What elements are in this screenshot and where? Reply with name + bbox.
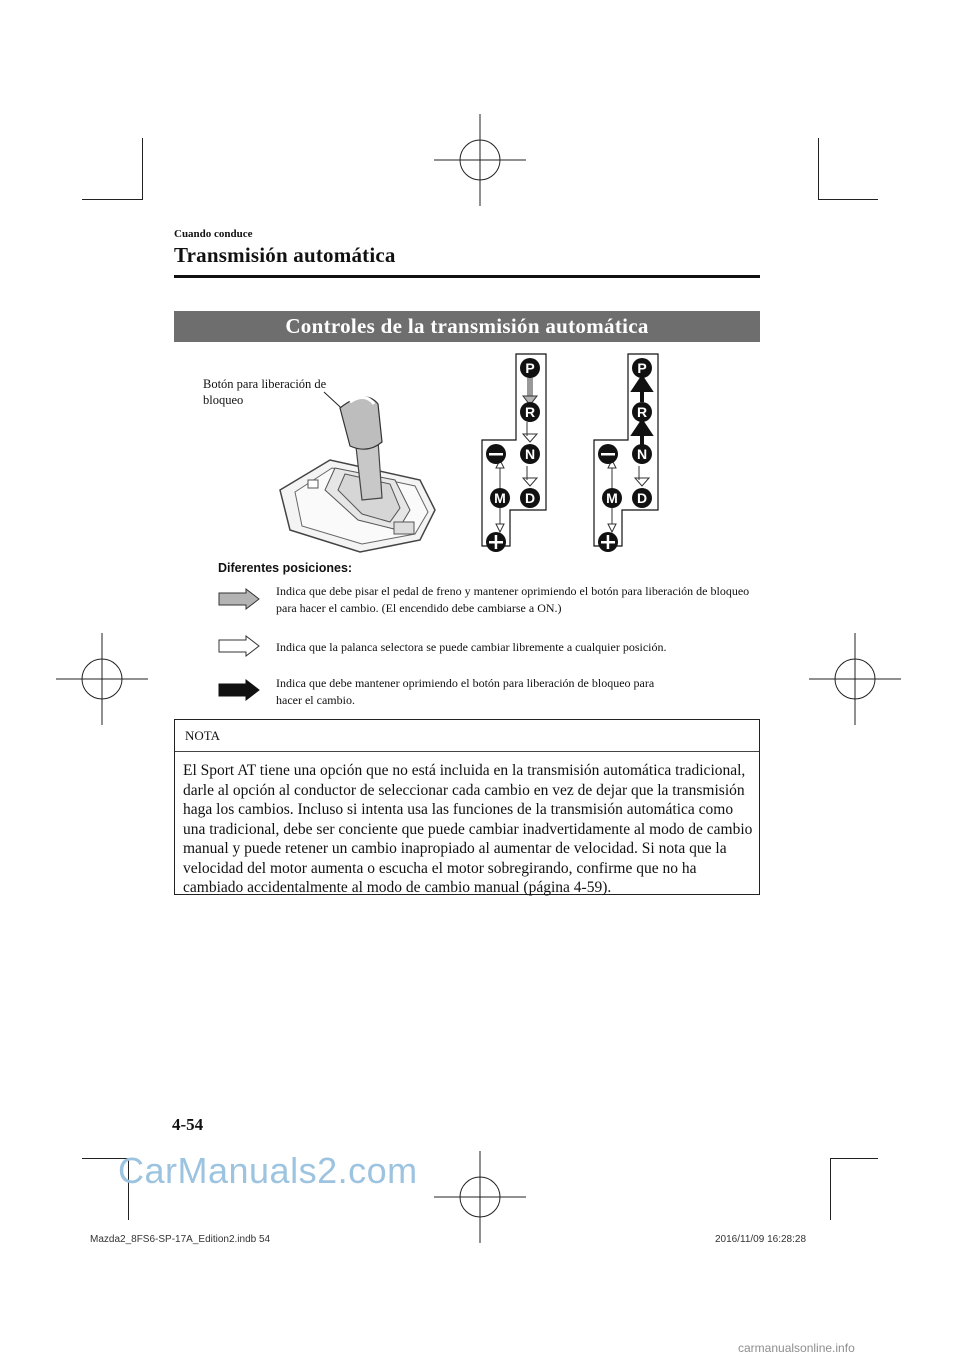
shift-lever-illustration xyxy=(270,380,445,555)
gray-arrow-icon xyxy=(218,588,260,610)
svg-text:D: D xyxy=(636,490,648,506)
shift-pattern-left xyxy=(482,354,546,552)
legend-title: Diferentes posiciones: xyxy=(218,561,353,575)
svg-text:P: P xyxy=(525,360,535,376)
legend-text-white: Indica que la palanca selectora se puede cambiar libremente a cualquier posición. xyxy=(276,640,667,654)
shift-pattern-diagrams xyxy=(478,350,663,558)
note-heading: NOTA xyxy=(185,728,221,743)
note-box xyxy=(174,719,760,895)
page-title: Transmisión automática xyxy=(174,243,396,267)
footer-date: 2016/11/09 16:28:28 xyxy=(715,1234,807,1245)
note-header xyxy=(175,720,759,752)
svg-text:D: D xyxy=(524,490,536,506)
svg-text:M: M xyxy=(606,490,618,506)
site-watermark: carmanualsonline.info xyxy=(738,1341,855,1355)
svg-text:R: R xyxy=(636,404,648,420)
svg-text:P: P xyxy=(637,360,647,376)
shift-pattern-right xyxy=(594,354,658,552)
lock-release-callout: Botón para liberación de bloqueo xyxy=(203,377,327,407)
section-label: Cuando conduce xyxy=(174,228,253,240)
footer-file: Mazda2_8FS6-SP-17A_Edition2.indb 54 xyxy=(90,1234,271,1245)
note-body: El Sport AT tiene una opción que no está incluida en la transmisión automática tradicional, darle al opción al conductor de seleccionar cada cambio en vez de dejar que la transmisión haga los cambios. Incluso si intenta usa las funciones de la transmisión automática como una tradicional, debe ser conciente que puede cambiar inadvertidamente al modo de cambio manual y puede retener un cambio inapropiado al aumentar de velocidad. Si nota que la velocidad del motor aumenta o escucha el motor sobregirando, confirme que no ha cambiado accidentalmente al modo de cambio manual (página 4-59). xyxy=(183,762,753,896)
legend-text-gray: Indica que debe pisar el pedal de freno y mantener oprimiendo el botón para liberación de bloqueo para hacer el cambio. (El encendido debe cambiarse a ON.) xyxy=(276,584,750,615)
page-number: 4-54 xyxy=(172,1115,204,1134)
svg-text:N: N xyxy=(636,446,648,462)
svg-text:R: R xyxy=(524,404,536,420)
white-arrow-icon xyxy=(218,635,260,657)
watermark-logo: CarManuals2.com xyxy=(118,1150,418,1191)
title-rule xyxy=(174,275,760,278)
svg-text:N: N xyxy=(524,446,536,462)
legend-text-black: Indica que debe mantener oprimiendo el botón para liberación de bloqueo para hacer el cambio. xyxy=(276,676,655,707)
section-banner: Controles de la transmisión automática xyxy=(174,311,760,342)
black-arrow-icon xyxy=(218,679,260,701)
svg-text:M: M xyxy=(494,490,506,506)
